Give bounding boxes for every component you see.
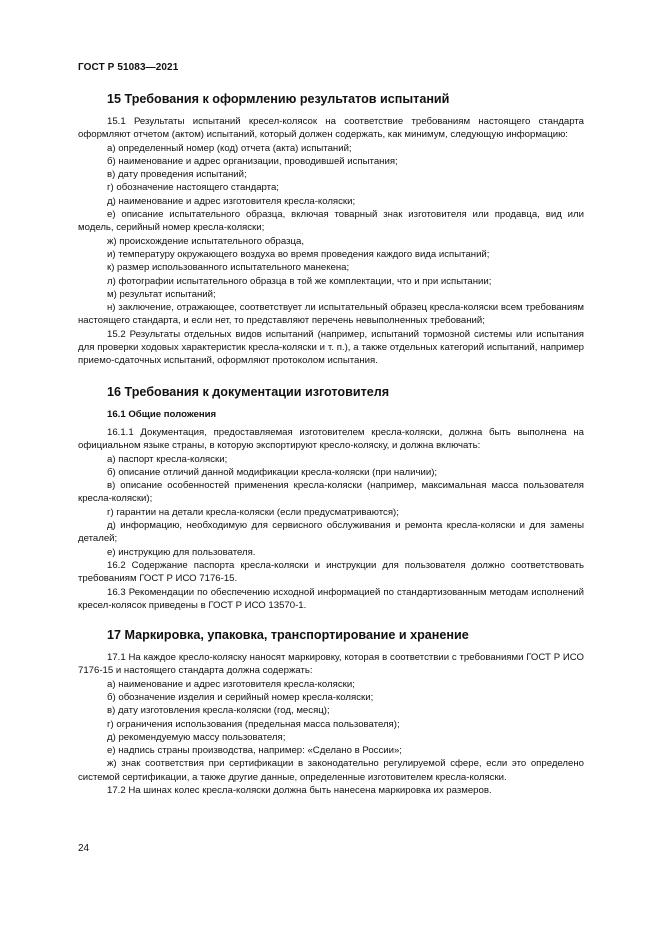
subsection-16-1-title: 16.1 Общие положения: [107, 408, 217, 420]
list-item: ж) происхождение испытательного образца,: [107, 235, 304, 247]
page-number: 24: [78, 843, 90, 854]
list-item: г) обозначение настоящего стандарта;: [107, 182, 279, 194]
list-item: б) обозначение изделия и серийный номер кресла-коляски;: [107, 691, 374, 703]
list-item: в) дату проведения испытаний;: [107, 169, 247, 181]
list-item: а) наименование и адрес изготовителя кресла-коляски;: [107, 678, 355, 690]
list-item: г) гарантии на детали кресла-коляски (если предусматриваются);: [107, 506, 399, 518]
section-17-title: 17 Маркировка, упаковка, транспортирование и хранение: [107, 628, 469, 643]
list-item: л) фотографии испытательного образца в той же комплектации, что и при испытании;: [107, 275, 492, 287]
list-item: а) паспорт кресла-коляски;: [107, 453, 228, 465]
paragraph-16-2: 16.2 Содержание паспорта кресла-коляски и инструкции для пользователя должно соответствовать требованиям ГОСТ Р ИСО 7176-15.: [78, 559, 584, 585]
list-item: а) определенный номер (код) отчета (акта) испытаний;: [107, 142, 352, 154]
section-15-title: 15 Требования к оформлению результатов испытаний: [107, 92, 450, 106]
list-item: е) инструкцию для пользователя.: [107, 546, 256, 558]
paragraph-15-1: 15.1 Результаты испытаний кресел-колясок на соответствие требованиям настоящего стандарта оформляют отчетом (актом) испытаний, который должен содержать, как минимум, следующую информацию:: [78, 116, 584, 141]
section-16-title: 16 Требования к документации изготовителя: [107, 384, 390, 399]
list-item: м) результат испытаний;: [107, 288, 216, 300]
list-item: г) ограничения использования (предельная масса пользователя);: [107, 718, 400, 730]
list-item: б) описание отличий данной модификации кресла-коляски (при наличии);: [107, 466, 438, 478]
paragraph-15-2: 15.2 Результаты отдельных видов испытаний (например, испытаний тормозной системы или испытания для проверки ходовых характеристик кресла-коляски и т. п.), а также отдельных категорий испытаний, например приемо-сдаточных испытаний, оформляют протоколом испытания.: [78, 328, 584, 367]
list-item: е) надпись страны производства, например: «Сделано в России»;: [107, 745, 402, 757]
paragraph-17-1: 17.1 На каждое кресло-коляску наносят маркировку, которая в соответствии с требованиями ГОСТ Р ИСО 7176-15 и настоящего стандарта должна содержать:: [78, 652, 584, 677]
list-item: н) заключение, отражающее, соответствует ли испытательный образец кресла-коляски всем требованиям настоящего стандарта, и если нет, то представляют перечень невыполненных требований;: [78, 302, 584, 327]
list-item: и) температуру окружающего воздуха во время проведения каждого вида испытаний;: [107, 248, 490, 260]
paragraph-16-1-1: 16.1.1 Документация, предоставляемая изготовителем кресла-коляски, должна быть выполнена на официальном языке страны, в которую экспортируют кресло-коляску, и должна включать:: [78, 426, 584, 452]
list-item: д) наименование и адрес изготовителя кресла-коляски;: [107, 195, 356, 207]
list-item: д) рекомендуемую массу пользователя;: [107, 731, 286, 743]
list-item: ж) знак соответствия при сертификации в законодательно регулируемой сфере, если это определено системой сертификации, а также другие данные, определенные изготовителем кресла-коляски.: [78, 758, 584, 783]
paragraph-17-2: 17.2 На шинах колес кресла-коляски должна быть нанесена маркировка их размеров.: [107, 785, 492, 797]
standard-header: ГОСТ Р 51083—2021: [78, 62, 179, 73]
paragraph-16-3: 16.3 Рекомендации по обеспечению исходной информацией по стандартизованным методам исполнений кресел-колясок приведены в ГОСТ Р ИСО 13570-1.: [78, 586, 584, 611]
list-item: е) описание испытательного образца, включая товарный знак изготовителя или продавца, вид или модель, серийный номер кресла-коляски;: [78, 209, 584, 234]
list-item: в) описание особенностей применения кресла-коляски (например, максимальная масса пользователя кресла-коляски);: [78, 480, 584, 505]
list-item: б) наименование и адрес организации, проводившей испытания;: [107, 155, 398, 167]
page-content: [78, 91, 584, 797]
list-item: д) информацию, необходимую для сервисного обслуживания и ремонта кресла-коляски и для замены деталей;: [78, 520, 584, 545]
list-item: к) размер использованного испытательного манекена;: [107, 262, 350, 274]
list-item: в) дату изготовления кресла-коляски (год, месяц);: [107, 705, 330, 717]
